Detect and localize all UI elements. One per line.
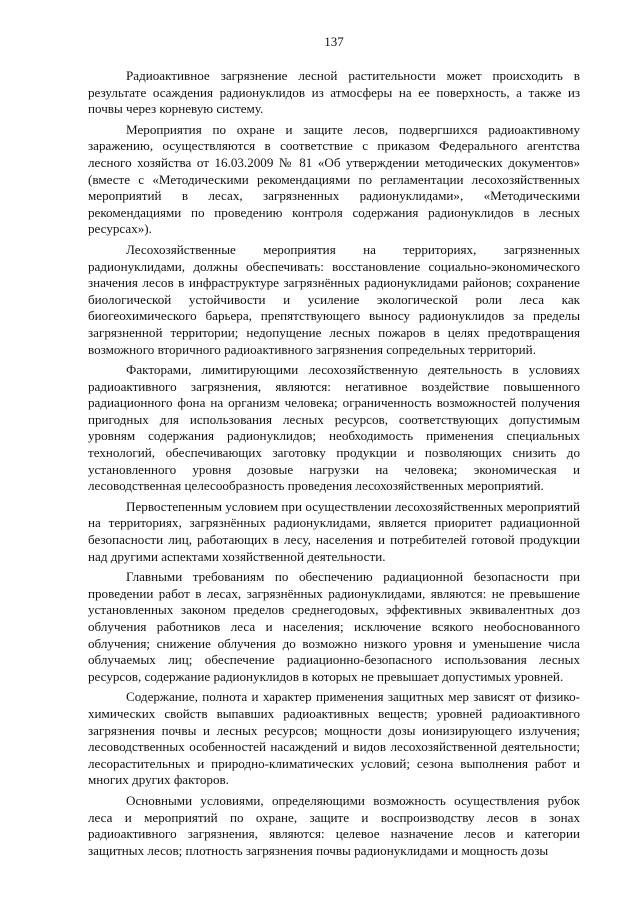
paragraph: Радиоактивное загрязнение лесной растительности может происходить в результате осаждения радионуклидов из атмосферы на ее поверхность, а также из почвы через корневую систему. xyxy=(88,68,580,117)
paragraph: Содержание, полнота и характер применения защитных мер зависят от физико-химических свойств выпавших радиоактивных веществ; уровней радиоактивного загрязнения почвы и лесных ресурсов; мощности дозы ионизирующего излучения; лесоводственных особенностей насаждений и видов лесохозяйственной деятельности; лесорастительных и природно-климатических условий; сезона выполнения работ и многих других факторов. xyxy=(88,689,580,788)
paragraph: Лесохозяйственные мероприятия на территориях, загрязненных радионуклидами, должны обеспечивать: восстановление социально-экономического значения лесов в инфраструктуре загрязнённых радионуклидами районов; сохранение биологической устойчивости и усиление экологической роли леса как биогеохимического барьера, препятствующего выносу радионуклидов за пределы загрязненной территории; недопущение лесных пожаров в целях предотвращения возможного вторичного радиоактивного загрязнения сопредельных территорий. xyxy=(88,241,580,357)
page-number: 137 xyxy=(324,34,344,49)
paragraph: Факторами, лимитирующими лесохозяйственную деятельность в условиях радиоактивного загрязнения, являются: негативное воздействие повышенного радиационного фона на организм человека; ограниченность возможностей получения пригодных для использования лесных ресурсов, соответствующих допустимым уровням содержания радионуклидов; необходимость применения специальных технологий, обеспечивающих заготовку продукции и позволяющих снизить до установленного уровня дозовые нагрузки на человека; экономическая и лесоводственная целесообразность проведения лесохозяйственных мероприятий. xyxy=(88,362,580,494)
paragraph: Главными требованиям по обеспечению радиационной безопасности при проведении работ в лесах, загрязнённых радионуклидами, являются: не превышение установленных законом пределов среднегодовых, эффективных эквивалентных доз облучения работников леса и населения; исключение всякого необоснованного облучения; снижение облучения до возможно низкого уровня и уменьшение числа облучаемых лиц; обеспечение радиационно-безопасного использования лесных ресурсов, содержание радионуклидов в которых не превышает допустимых уровней. xyxy=(88,569,580,684)
paragraph: Мероприятия по охране и защите лесов, подвергшихся радиоактивному заражению, осуществляются в соответствие с приказом Федерального агентства лесного хозяйства от 16.03.2009 № 81 «Об утверждении методических документов» (вместе с «Методическими рекомендациями по регламентации лесохозяйственных мероприятий в лесах, загрязненных радионуклидами», «Методическими рекомендациями по проведению контроля содержания радионуклидов в лесных ресурсах»). xyxy=(88,121,580,237)
paragraph: Основными условиями, определяющими возможность осуществления рубок леса и мероприятий по охране, защите и воспроизводству лесов в зонах радиоактивного загрязнения, являются: целевое назначение лесов и категории защитных лесов; плотность загрязнения почвы радионуклидами и мощность дозы xyxy=(88,792,580,858)
paragraph: Первостепенным условием при осуществлении лесохозяйственных мероприятий на территориях, загрязнённых радионуклидами, является приоритет радиационной безопасности лиц, работающих в лесу, населения и потребителей готовой продукции над другими аспектами хозяйственной деятельности. xyxy=(88,498,580,564)
